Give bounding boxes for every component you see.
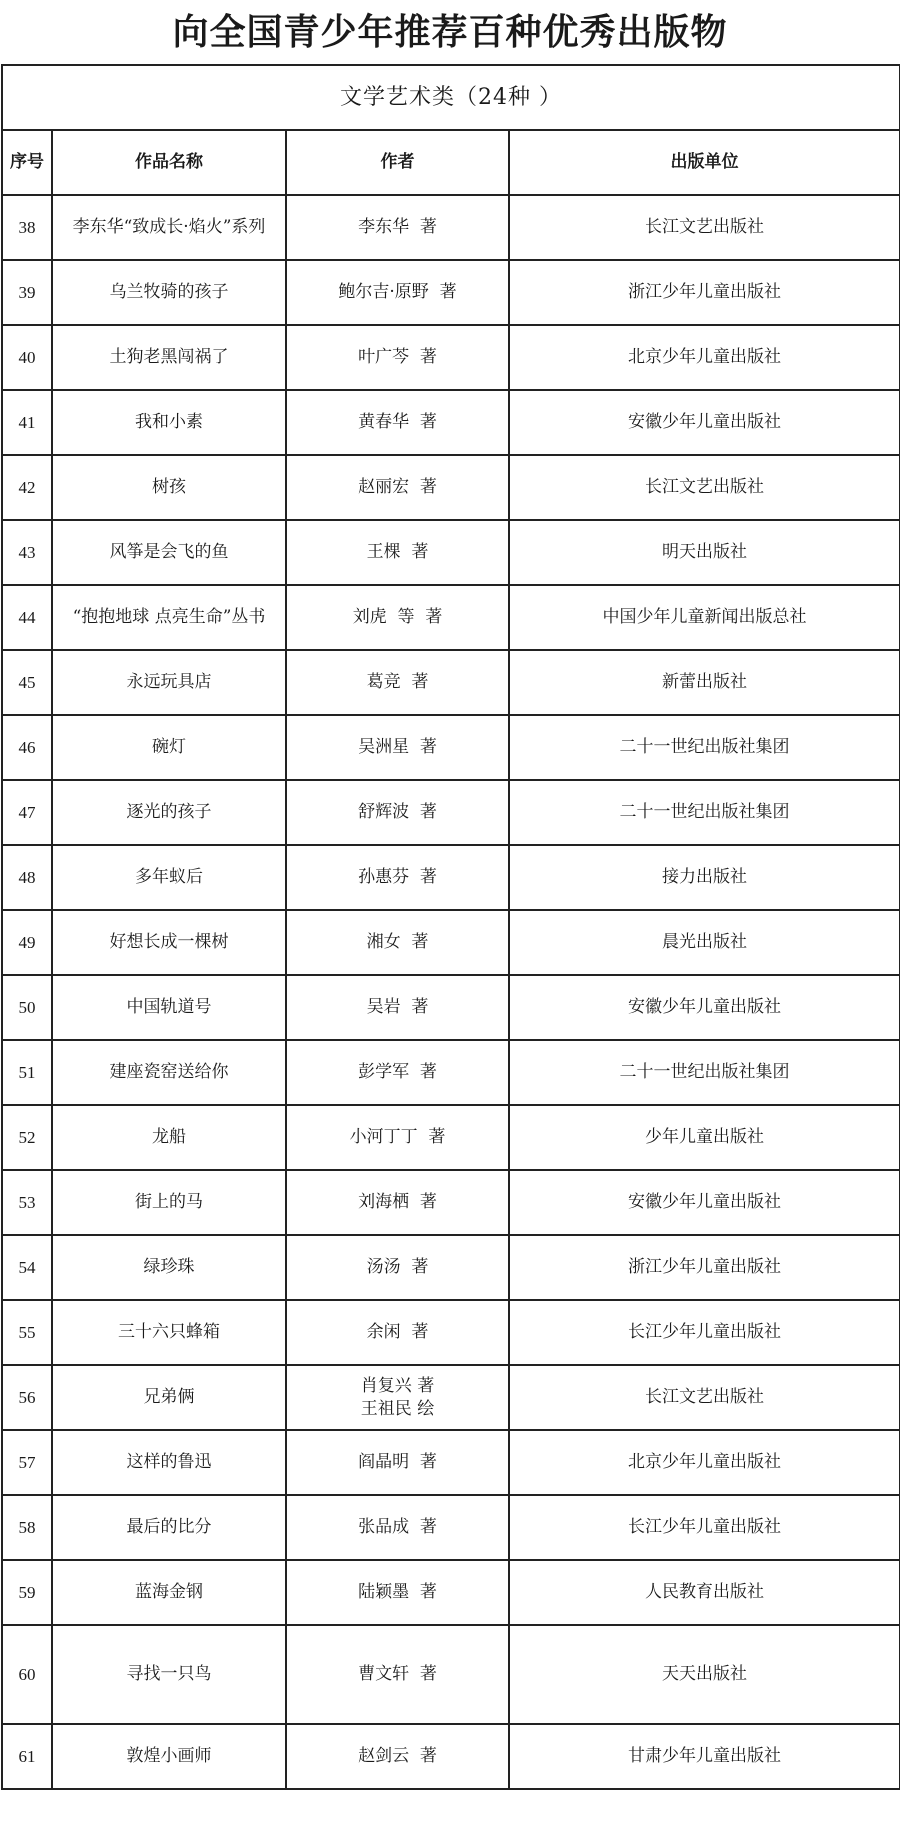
book-author: 阎晶明 著 bbox=[286, 1430, 509, 1495]
table-row bbox=[2, 715, 900, 780]
book-author: 小河丁丁 著 bbox=[286, 1105, 509, 1170]
book-publisher: 浙江少年儿童出版社 bbox=[509, 260, 900, 325]
row-number: 43 bbox=[2, 520, 52, 585]
book-author: 孙惠芬 著 bbox=[286, 845, 509, 910]
row-number: 60 bbox=[2, 1625, 52, 1724]
book-publisher: 晨光出版社 bbox=[509, 910, 900, 975]
book-author: 葛竞 著 bbox=[286, 650, 509, 715]
book-author: 陆颖墨 著 bbox=[286, 1560, 509, 1625]
row-number: 38 bbox=[2, 195, 52, 260]
book-publisher: 安徽少年儿童出版社 bbox=[509, 975, 900, 1040]
book-title: 李东华“致成长·焰火”系列 bbox=[52, 195, 286, 260]
table-row bbox=[2, 1170, 900, 1235]
table-row bbox=[2, 520, 900, 585]
table-row bbox=[2, 1625, 900, 1724]
header-row bbox=[2, 130, 900, 195]
book-publisher: 天天出版社 bbox=[509, 1625, 900, 1724]
row-number: 54 bbox=[2, 1235, 52, 1300]
row-number: 39 bbox=[2, 260, 52, 325]
book-title: 好想长成一棵树 bbox=[52, 910, 286, 975]
book-author: 黄春华 著 bbox=[286, 390, 509, 455]
book-title: “抱抱地球 点亮生命”丛书 bbox=[52, 585, 286, 650]
book-author: 刘海栖 著 bbox=[286, 1170, 509, 1235]
table-row bbox=[2, 780, 900, 845]
row-number: 59 bbox=[2, 1560, 52, 1625]
book-list-table bbox=[1, 64, 900, 1790]
book-publisher: 长江文艺出版社 bbox=[509, 455, 900, 520]
book-publisher: 人民教育出版社 bbox=[509, 1560, 900, 1625]
table-row bbox=[2, 1300, 900, 1365]
row-number: 56 bbox=[2, 1365, 52, 1430]
row-number: 45 bbox=[2, 650, 52, 715]
book-title: 土狗老黑闯祸了 bbox=[52, 325, 286, 390]
book-author: 赵丽宏 著 bbox=[286, 455, 509, 520]
book-title: 我和小素 bbox=[52, 390, 286, 455]
book-publisher: 新蕾出版社 bbox=[509, 650, 900, 715]
book-title: 建座瓷窑送给你 bbox=[52, 1040, 286, 1105]
table-row bbox=[2, 455, 900, 520]
row-number: 44 bbox=[2, 585, 52, 650]
header-publisher: 出版单位 bbox=[509, 130, 900, 195]
table-row bbox=[2, 260, 900, 325]
row-number: 53 bbox=[2, 1170, 52, 1235]
book-author: 叶广芩 著 bbox=[286, 325, 509, 390]
row-number: 55 bbox=[2, 1300, 52, 1365]
book-author: 张品成 著 bbox=[286, 1495, 509, 1560]
book-author: 李东华 著 bbox=[286, 195, 509, 260]
row-number: 52 bbox=[2, 1105, 52, 1170]
table-row bbox=[2, 585, 900, 650]
row-number: 42 bbox=[2, 455, 52, 520]
row-number: 40 bbox=[2, 325, 52, 390]
book-publisher: 长江少年儿童出版社 bbox=[509, 1300, 900, 1365]
table-row bbox=[2, 1560, 900, 1625]
book-title: 乌兰牧骑的孩子 bbox=[52, 260, 286, 325]
book-title: 敦煌小画师 bbox=[52, 1724, 286, 1789]
header-title: 作品名称 bbox=[52, 130, 286, 195]
header-number: 序号 bbox=[2, 130, 52, 195]
book-publisher: 中国少年儿童新闻出版总社 bbox=[509, 585, 900, 650]
book-publisher: 安徽少年儿童出版社 bbox=[509, 390, 900, 455]
header-author: 作者 bbox=[286, 130, 509, 195]
row-number: 49 bbox=[2, 910, 52, 975]
book-illustrator-line: 王祖民 绘 bbox=[360, 1398, 435, 1419]
row-number: 57 bbox=[2, 1430, 52, 1495]
table-row bbox=[2, 390, 900, 455]
table-row bbox=[2, 910, 900, 975]
book-title: 蓝海金钢 bbox=[52, 1560, 286, 1625]
book-publisher: 少年儿童出版社 bbox=[509, 1105, 900, 1170]
row-number: 50 bbox=[2, 975, 52, 1040]
book-title: 树孩 bbox=[52, 455, 286, 520]
row-number: 41 bbox=[2, 390, 52, 455]
table-row bbox=[2, 1495, 900, 1560]
book-author: 曹文轩 著 bbox=[286, 1625, 509, 1724]
table-body bbox=[2, 195, 900, 1789]
book-author: 汤汤 著 bbox=[286, 1235, 509, 1300]
book-title: 街上的马 bbox=[52, 1170, 286, 1235]
book-title: 寻找一只鸟 bbox=[52, 1625, 286, 1724]
book-publisher: 接力出版社 bbox=[509, 845, 900, 910]
book-author: 赵剑云 著 bbox=[286, 1724, 509, 1789]
row-number: 46 bbox=[2, 715, 52, 780]
book-author: 彭学军 著 bbox=[286, 1040, 509, 1105]
table-row bbox=[2, 195, 900, 260]
book-author: 舒辉波 著 bbox=[286, 780, 509, 845]
category-title: 文学艺术类（24种 ） bbox=[2, 65, 900, 130]
book-title: 绿珍珠 bbox=[52, 1235, 286, 1300]
book-publisher: 二十一世纪出版社集团 bbox=[509, 715, 900, 780]
table-row bbox=[2, 1430, 900, 1495]
book-author: 余闲 著 bbox=[286, 1300, 509, 1365]
table-row bbox=[2, 1724, 900, 1789]
book-title: 永远玩具店 bbox=[52, 650, 286, 715]
table-row bbox=[2, 1105, 900, 1170]
book-title: 龙船 bbox=[52, 1105, 286, 1170]
book-publisher: 长江文艺出版社 bbox=[509, 195, 900, 260]
table-row bbox=[2, 1040, 900, 1105]
book-author: 刘虎 等 著 bbox=[286, 585, 509, 650]
table-row bbox=[2, 1235, 900, 1300]
book-publisher: 长江少年儿童出版社 bbox=[509, 1495, 900, 1560]
book-author: 湘女 著 bbox=[286, 910, 509, 975]
book-author: 吴洲星 著 bbox=[286, 715, 509, 780]
book-publisher: 二十一世纪出版社集团 bbox=[509, 780, 900, 845]
book-author-line: 肖复兴 著 bbox=[360, 1375, 435, 1396]
book-publisher: 二十一世纪出版社集团 bbox=[509, 1040, 900, 1105]
book-title: 兄弟俩 bbox=[52, 1365, 286, 1430]
book-publisher: 安徽少年儿童出版社 bbox=[509, 1170, 900, 1235]
book-title: 三十六只蜂箱 bbox=[52, 1300, 286, 1365]
table-row bbox=[2, 1365, 900, 1430]
book-title: 这样的鲁迅 bbox=[52, 1430, 286, 1495]
book-title: 最后的比分 bbox=[52, 1495, 286, 1560]
table-row bbox=[2, 650, 900, 715]
book-publisher: 明天出版社 bbox=[509, 520, 900, 585]
table-row bbox=[2, 975, 900, 1040]
book-author bbox=[286, 1365, 509, 1430]
book-publisher: 浙江少年儿童出版社 bbox=[509, 1235, 900, 1300]
book-publisher: 北京少年儿童出版社 bbox=[509, 325, 900, 390]
row-number: 51 bbox=[2, 1040, 52, 1105]
table-row bbox=[2, 325, 900, 390]
page-title: 向全国青少年推荐百种优秀出版物 bbox=[172, 12, 728, 53]
book-title: 碗灯 bbox=[52, 715, 286, 780]
row-number: 58 bbox=[2, 1495, 52, 1560]
row-number: 47 bbox=[2, 780, 52, 845]
book-author: 王棵 著 bbox=[286, 520, 509, 585]
category-row bbox=[2, 65, 900, 130]
table-row bbox=[2, 845, 900, 910]
book-title: 逐光的孩子 bbox=[52, 780, 286, 845]
book-title: 中国轨道号 bbox=[52, 975, 286, 1040]
row-number: 61 bbox=[2, 1724, 52, 1789]
row-number: 48 bbox=[2, 845, 52, 910]
book-title: 多年蚁后 bbox=[52, 845, 286, 910]
book-author: 鲍尔吉·原野 著 bbox=[286, 260, 509, 325]
book-publisher: 甘肃少年儿童出版社 bbox=[509, 1724, 900, 1789]
book-author: 吴岩 著 bbox=[286, 975, 509, 1040]
book-publisher: 长江文艺出版社 bbox=[509, 1365, 900, 1430]
book-title: 风筝是会飞的鱼 bbox=[52, 520, 286, 585]
book-publisher: 北京少年儿童出版社 bbox=[509, 1430, 900, 1495]
